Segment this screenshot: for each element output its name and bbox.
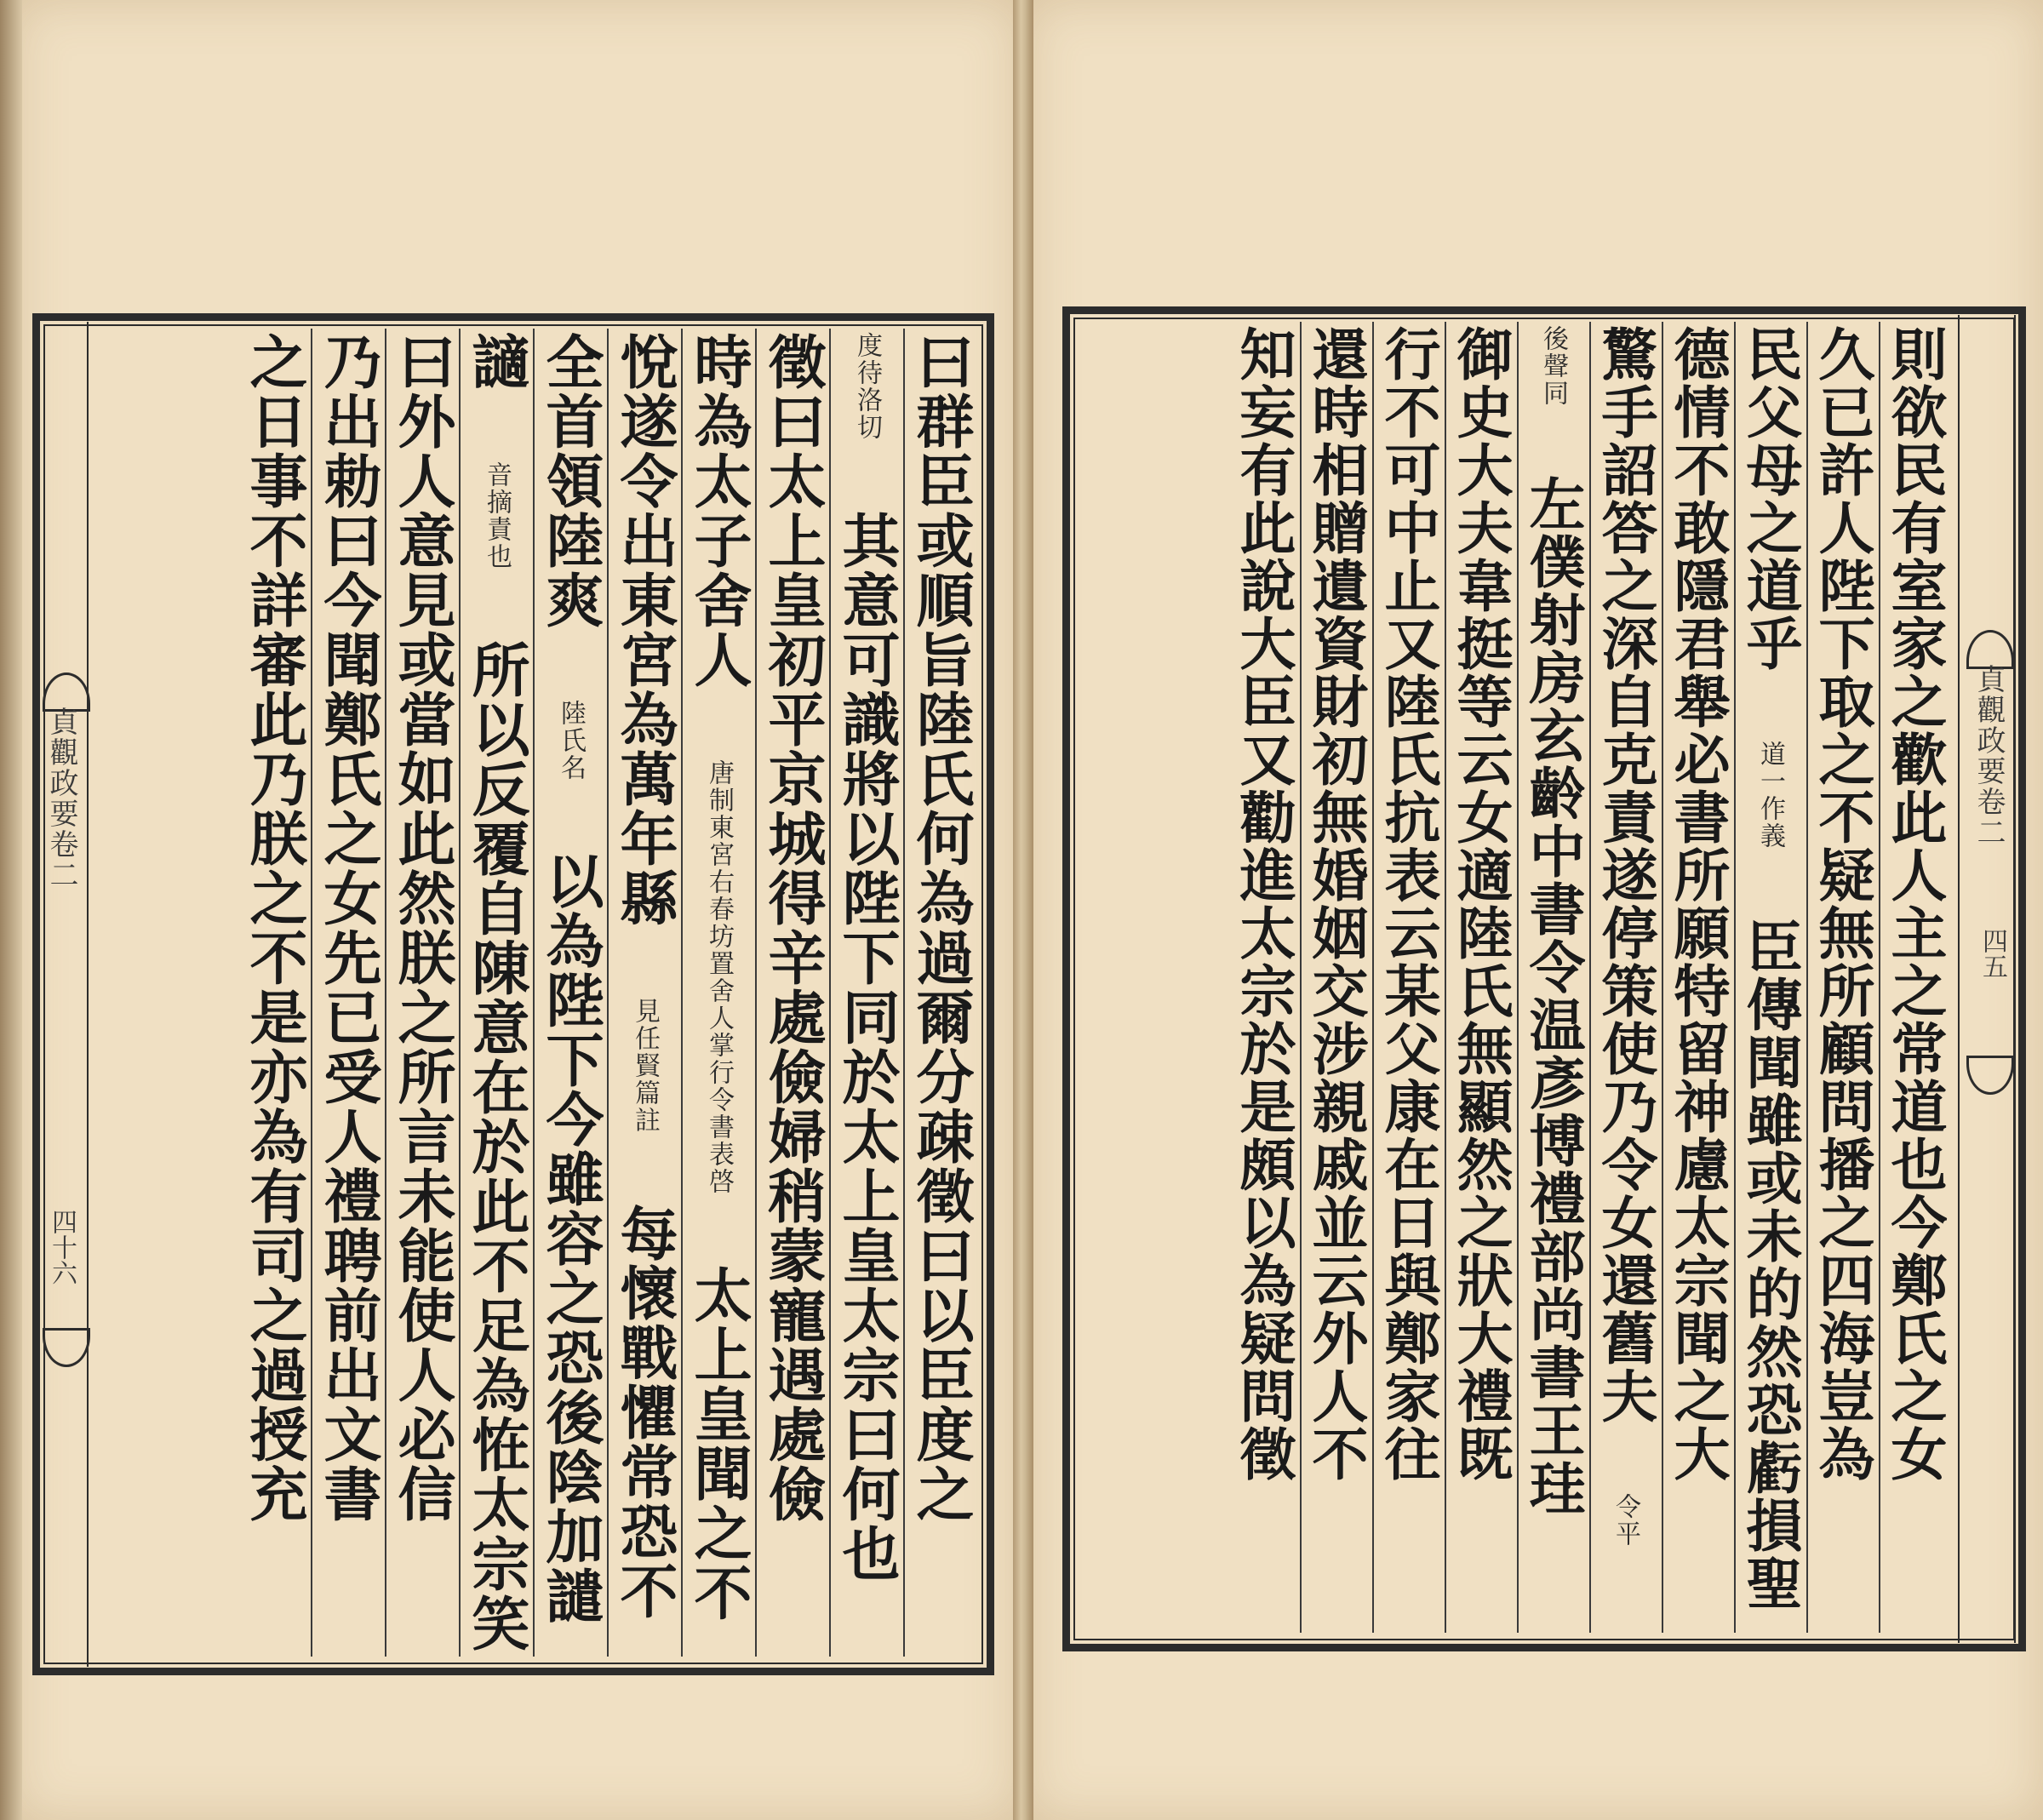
right-page-number: 四五 [1977,928,2007,979]
column-text: 則欲民有室家之歡此人主之常道也今鄭氏之女 [1881,325,1948,1483]
right-fold-column [1958,315,2016,1643]
column-text: 臣傳聞雖或未的然恐虧損聖 [1737,918,1803,1612]
text-column [903,329,977,1657]
interlinear-note: 後聲同 [1538,325,1568,407]
left-fold-column [36,322,89,1667]
book-gutter [1013,0,1033,1820]
left-fold-title: 貞觀政要卷二 [44,707,78,890]
column-text: 民父母之道乎 [1737,325,1803,672]
left-text-block [87,329,977,1657]
text-column [1806,322,1879,1633]
column-text: 御史大夫韋挺等云女適陸氏無顯然之狀大禮既 [1447,325,1514,1483]
interlinear-note: 度待洛切 [852,332,882,441]
page-edge [0,0,22,1820]
right-fold-title: 貞觀政要卷二 [1971,664,2006,848]
interlinear-note: 唐制東宮右春坊置舍人掌行令書表啓 [704,759,734,1195]
text-column [1228,322,1300,1633]
column-text: 左僕射房玄齡中書令温彥博禮部尚書王珪 [1519,475,1586,1517]
text-column [385,329,459,1657]
interlinear-note: 令平 [1611,1493,1640,1548]
right-text-block [1083,322,1951,1633]
text-column [459,329,533,1657]
text-column [607,329,681,1657]
text-column [1662,322,1734,1633]
text-column [1445,322,1517,1633]
text-column [1300,322,1372,1633]
column-text: 曰外人意見或當如此然朕之所言未能使人必信 [388,332,456,1524]
interlinear-note: 道一作義 [1755,741,1785,850]
text-column [829,329,903,1657]
column-text: 知妄有此說大臣又勸進太宗於是頗以為疑問徵 [1230,325,1296,1483]
column-text: 其意可識將以陛下同於太上皇太宗曰何也 [833,511,901,1583]
interlinear-note: 音摘責也 [482,461,512,570]
column-text: 之日事不詳審此乃朕之不是亦為有司之過授充 [240,332,308,1524]
column-text: 時為太子舍人 [684,332,753,690]
column-text: 悅遂令出東宮為萬年縣 [610,332,678,928]
column-text: 每懷戰懼常恐不 [610,1204,678,1621]
column-text: 曰群臣或順旨陸氏何為過爾分疎徵曰以臣度之 [907,332,975,1524]
column-text: 以為陛下今雖容之恐後陰加譴 [536,851,604,1626]
column-text: 行不可中止又陸氏抗表云某父康在日與鄭家往 [1375,325,1441,1483]
interlinear-note: 陸氏名 [556,700,586,781]
text-column [1517,322,1589,1633]
text-column [681,329,755,1657]
column-text: 還時相贈遺資財初無婚姻交涉親戚並云外人不 [1302,325,1369,1483]
interlinear-note: 見任賢篇註 [630,998,660,1134]
column-text: 讁 [462,332,530,392]
text-column [1734,322,1806,1633]
text-column [533,329,607,1657]
text-column [1879,322,1951,1633]
column-text: 乃出勅曰今聞鄭氏之女先已受人禮聘前出文書 [314,332,382,1524]
column-text: 全首領陸爽 [536,332,604,630]
column-text: 驚手詔答之深自克責遂停策使乃令女還舊夫 [1592,325,1658,1425]
column-text: 所以反覆自陳意在於此不足為恠太宗笑 [462,640,530,1653]
left-page-number: 四十六 [47,1209,77,1285]
column-text: 徵曰太上皇初平京城得辛處儉婦稍蒙寵遇處儉 [758,332,827,1524]
column-text: 太上皇聞之不 [684,1265,753,1623]
text-column [311,329,385,1657]
column-text: 久已許人陛下取之不疑無所顧問播之四海豈為 [1809,325,1875,1483]
text-column [1372,322,1445,1633]
text-column [1589,322,1662,1633]
column-text: 德情不敢隱君舉必書所願特留神慮太宗聞之大 [1664,325,1731,1483]
text-column [237,329,311,1657]
text-column [755,329,829,1657]
